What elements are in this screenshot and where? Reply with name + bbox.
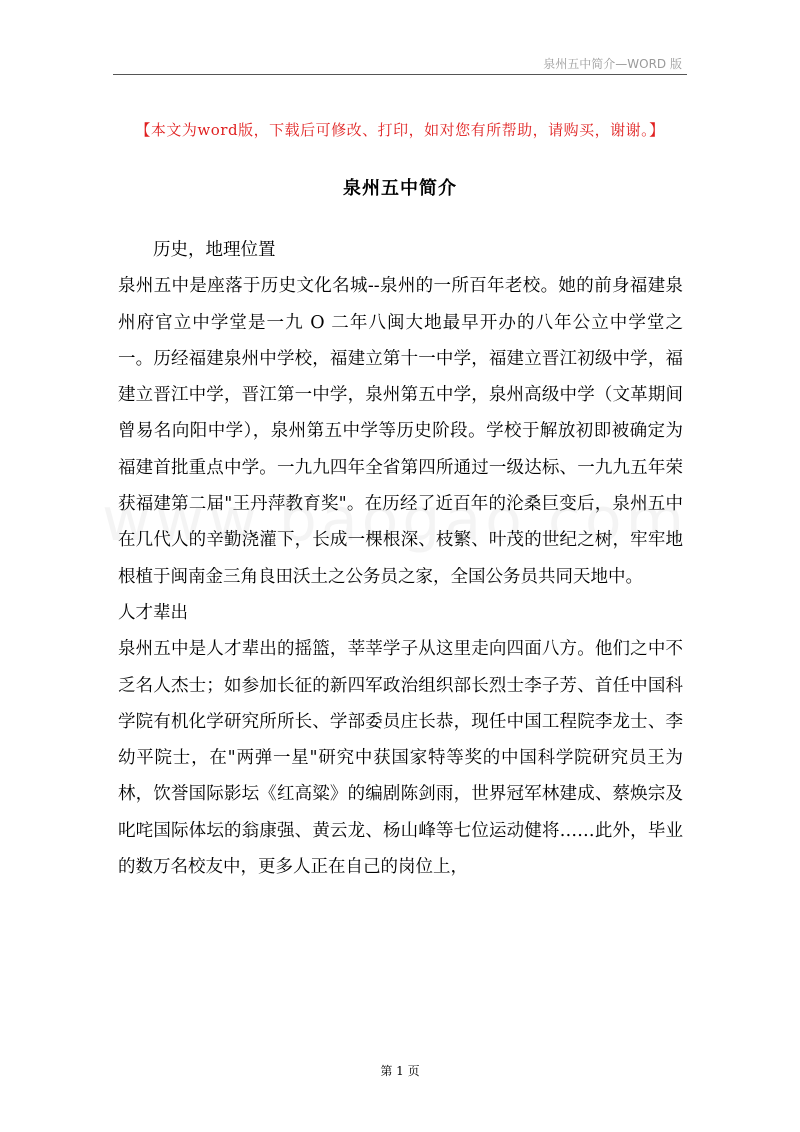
section-heading-talent: 人才辈出 (118, 602, 188, 623)
paragraph-history: 泉州五中是座落于历史文化名城--泉州的一所百年老校。她的前身福建泉州府官立中学堂是一九 O 二年八闽大地最早开办的八年公立中学堂之一。历经福建泉州中学校，福建立第十一中学，福建立晋江初级中学，福建立晋江中学，晋江第一中学，泉州第五中学，泉州高级中学（文革期间曾易名向阳中学），泉州第五中学等历史阶段。学校于解放初即被确定为福建首批重点中学。一九九四年全省第四所通过一级达标、一九九五年荣获福建第二届"王丹萍教育奖"。在历经了近百年的沦桑巨变后，泉州五中在几代人的辛勤浇灌下，长成一棵根深、枝繁、叶茂的世纪之树，牢牢地根植于闽南金三角良田沃土之公务员之家，全国公务员共同天地中。 (118, 276, 683, 587)
download-notice: 【本文为word版，下载后可修改、打印，如对您有所帮助，请购买，谢谢。】 (135, 121, 665, 139)
header-divider (113, 74, 687, 75)
section-heading-history: 历史，地理位置 (153, 240, 276, 260)
running-header: 泉州五中简介—WORD 版 (543, 57, 682, 71)
paragraph-talent: 泉州五中是人才辈出的摇篮，莘莘学子从这里走向四面八方。他们之中不乏名人杰士；如参加长征的新四军政治组织部长烈士李子芳、首任中国科学院有机化学研究所所长、学部委员庄长恭，现任中国工程院李龙士、李幼平院士，在"两弹一星"研究中获国家特等奖的中国科学院研究员王为林，饮誉国际影坛《红高粱》的编剧陈剑雨，世界冠军林建成、蔡焕宗及叱咤国际体坛的翁康强、黄云龙、杨山峰等七位运动健将……此外，毕业的数万名校友中，更多人正在自己的岗位上， (118, 639, 683, 878)
document-body (118, 232, 683, 885)
page-number: 第 1 页 (380, 1064, 420, 1078)
page-title: 泉州五中简介 (343, 178, 457, 199)
